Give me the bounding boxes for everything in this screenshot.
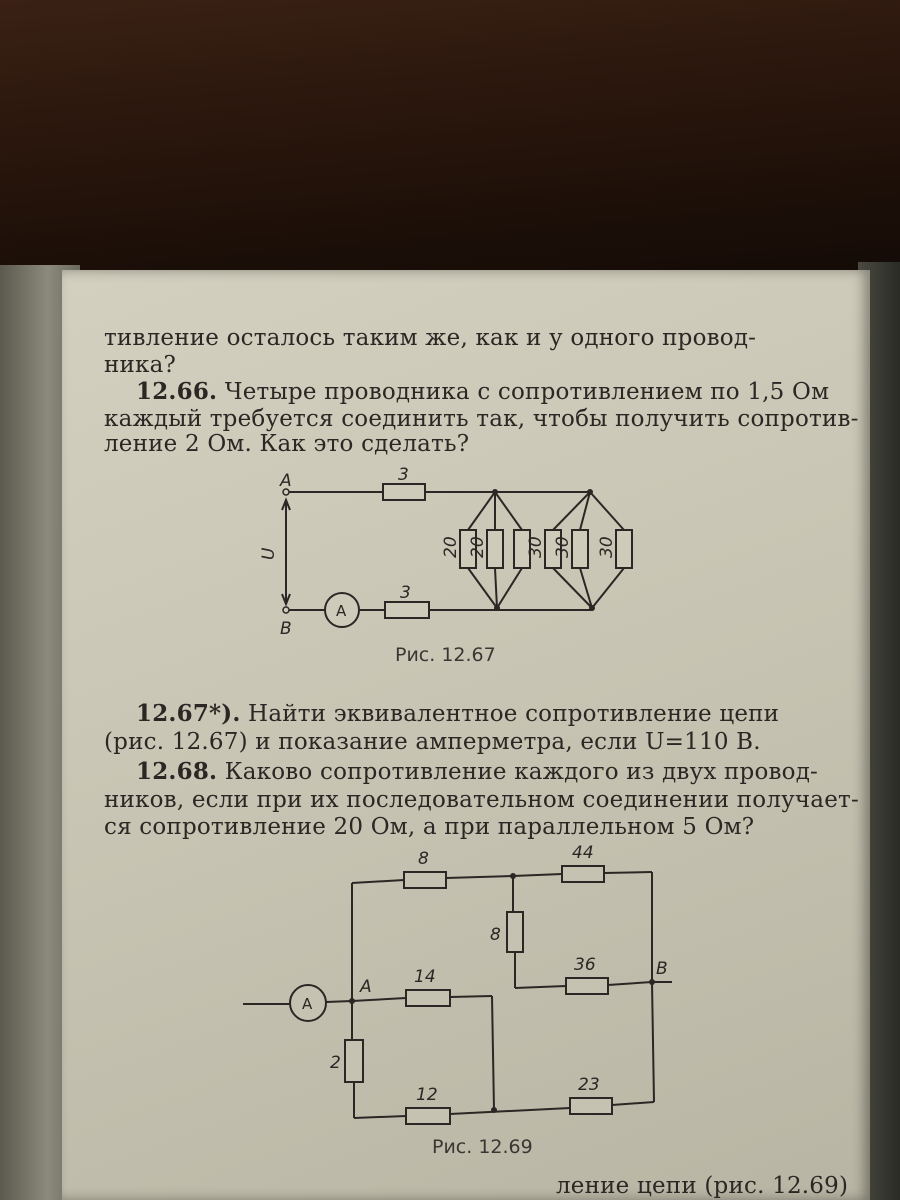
- problem-12-68-line-2: ников, если при их последовательном соединении получает-: [104, 787, 859, 813]
- resistor-20b-label: 20: [468, 536, 488, 558]
- problem-text: Четыре проводника с сопротивлением по 1,5 Ом: [217, 379, 830, 405]
- node-b-label: B: [656, 959, 668, 979]
- problem-12-66-line-2: каждый требуется соединить так, чтобы получить сопротив-: [104, 406, 859, 432]
- ammeter-label: A: [336, 602, 347, 620]
- problem-12-67-line-2: (рис. 12.67) и показание амперметра, если U=110 В.: [104, 729, 761, 755]
- resistor-30b-label: 30: [553, 536, 573, 558]
- resistor-8-top-label: 8: [418, 849, 429, 869]
- voltage-label: U: [259, 547, 279, 560]
- figure-caption-12-67: Рис. 12.67: [395, 644, 496, 666]
- resistor-2-label: 2: [330, 1053, 341, 1073]
- node-a-label: A: [280, 471, 292, 491]
- resistor-30a-label: 30: [526, 536, 546, 558]
- resistor-12-label: 12: [416, 1085, 438, 1105]
- resistor-20a-label: 20: [441, 536, 461, 558]
- problem-text: Каково сопротивление каждого из двух провод-: [217, 759, 819, 785]
- resistor-8-vertical-label: 8: [490, 925, 501, 945]
- problem-12-66-line-3: ление 2 Ом. Как это сделать?: [104, 431, 470, 457]
- resistor-14-label: 14: [414, 967, 436, 987]
- resistor-36-label: 36: [574, 955, 596, 975]
- problem-text: Найти эквивалентное сопротивление цепи: [240, 701, 780, 727]
- resistor-23-label: 23: [578, 1075, 600, 1095]
- resistor-44-label: 44: [572, 843, 594, 863]
- problem-12-68-line-3: ся сопротивление 20 Ом, а при параллельном 5 Ом?: [104, 814, 755, 840]
- resistor-bottom-label: 3: [400, 583, 411, 603]
- ammeter-label: A: [302, 995, 313, 1013]
- node-b-label: B: [280, 619, 292, 639]
- figure-caption-12-69: Рис. 12.69: [432, 1136, 533, 1158]
- problem-number-12-68: 12.68.: [136, 758, 218, 785]
- problem-number-12-67: 12.67*).: [136, 700, 241, 727]
- text-line-2: ника?: [104, 352, 177, 378]
- text-line-1: тивление осталось таким же, как и у одного провод-: [104, 325, 757, 351]
- problem-number-12-66: 12.66.: [136, 378, 218, 405]
- node-a-label: A: [360, 977, 372, 997]
- resistor-top-label: 3: [398, 465, 409, 485]
- text-bottom-partial: ление цепи (рис. 12.69): [556, 1173, 849, 1199]
- resistor-30c-label: 30: [597, 536, 617, 558]
